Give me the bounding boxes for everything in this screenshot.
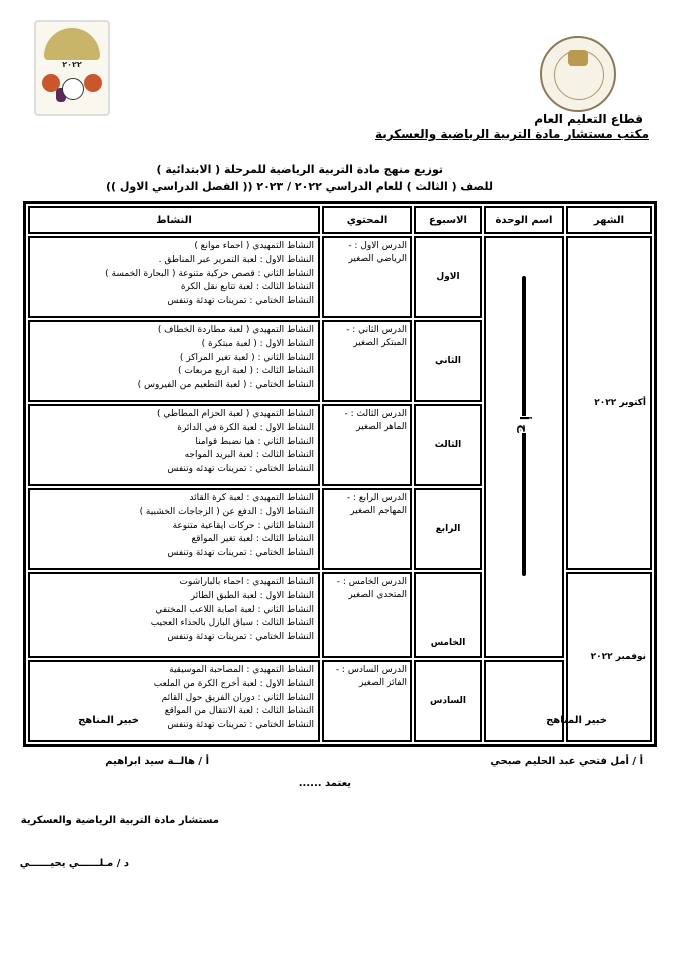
content-cell — [322, 404, 412, 486]
activity-line: النشاط الختامي : تمرينات تهدئة وتنفس — [167, 548, 314, 559]
lesson-name: المهاجم الصغير — [350, 506, 407, 516]
activity-line: النشاط التمهيدي ( احماء موانع ) — [194, 241, 314, 251]
activity-line: النشاط الاول : لعبة التمرير عبر المناطق . — [158, 254, 314, 265]
activity-line: النشاط الثالث : لعبة البريد المواجه — [184, 450, 314, 461]
content-cell — [322, 572, 412, 658]
activity-line: النشاط الثاني : ( لعبة تغير المراكز ) — [179, 352, 314, 363]
lesson-number: الدرس الثالث : - — [344, 409, 407, 419]
expert-right-name: أ / أمل فتحي عبد الحليم صبحي — [490, 756, 643, 767]
activity-line: النشاط الختامي : تمرينات تهدئة وتنفس — [167, 296, 314, 307]
activity-line: النشاط الثاني : لعبة اصابة اللاعب المختفي — [155, 604, 314, 615]
lesson-number: الدرس الثاني : - — [346, 325, 407, 335]
lesson-number: الدرس السادس : - — [335, 665, 407, 675]
unit-cell-empty — [484, 660, 564, 742]
content-cell — [322, 236, 412, 318]
header-activity: النشاط — [28, 206, 320, 234]
approval-label: يعتمد ...... — [298, 778, 351, 789]
ministry-logo — [540, 36, 616, 112]
content-cell — [322, 488, 412, 570]
header-week: الاسبوع — [414, 206, 482, 234]
lesson-name: المبتكر الصغير — [353, 338, 407, 348]
sports-logo — [34, 20, 110, 116]
header-content: المحتوي — [322, 206, 412, 234]
unit-label: ج أ — [517, 416, 531, 433]
content-cell — [322, 320, 412, 402]
week-cell: الثاني — [414, 320, 482, 402]
lesson-name: الرياضي الصغير — [348, 254, 407, 264]
table-row — [28, 236, 652, 318]
activity-line: النشاط الاول : لعبة الطبق الطائر — [190, 590, 314, 601]
crest-icon — [44, 28, 100, 60]
document-title: توزيع منهج مادة التربية الرياضية للمرحلة ( الابتدائية ) — [156, 163, 443, 176]
week-cell: الخامس — [414, 572, 482, 658]
activity-line: النشاط الاول : لعبة أخرج الكرة من الملعب — [153, 678, 314, 689]
activity-line: النشاط التمهيدي : لعبة كرة القائد — [189, 493, 314, 503]
sector-heading: قطاع التعليم العام — [534, 112, 643, 126]
activity-line: النشاط التمهيدي : المصاحبة الموسيقية — [169, 665, 314, 675]
eagle-icon — [568, 50, 588, 66]
week-cell: الثالث — [414, 404, 482, 486]
advisor-title: مستشار مادة التربية الرياضية والعسكرية — [20, 815, 219, 826]
curriculum-table — [23, 201, 657, 747]
lesson-name: الماهر الصغير — [356, 422, 407, 432]
activity-line: النشاط الثالث : سباق البازل بالحذاء العجيب — [150, 618, 314, 629]
activity-line: النشاط التمهيدي ( لعبة الحزام المطاطي ) — [157, 409, 314, 419]
activity-line: النشاط الثالث : لعبة تغير المواقع — [191, 534, 314, 545]
header-month: الشهر — [566, 206, 652, 234]
activity-cell — [28, 488, 320, 570]
month-cell: أكتوبر ٢٠٢٢ — [566, 236, 652, 570]
lesson-number: الدرس الرابع : - — [346, 493, 407, 503]
lesson-number: الدرس الخامس : - — [336, 577, 407, 587]
lesson-number: الدرس الاول : - — [348, 241, 407, 251]
activity-cell — [28, 320, 320, 402]
lesson-name: المتحدي الصغير — [348, 590, 407, 600]
activity-line: النشاط الاول : الدفع عن ( الزجاجات الخشبية ) — [139, 506, 314, 517]
activity-line: النشاط الثاني : حركات ايقاعية متنوعة — [172, 520, 314, 531]
lesson-name: الفائز الصغير — [359, 678, 407, 688]
expert-left-title: خبير المناهج — [78, 715, 139, 726]
expert-left-name: أ / هالــة سيد ابراهيم — [105, 756, 209, 767]
activity-line: النشاط الاول : ( لعبة مبتكرة ) — [201, 338, 314, 349]
activity-line: النشاط الثاني : هيا نضبط قوامنا — [195, 436, 314, 447]
basketball-icon — [84, 74, 102, 92]
week-cell: السادس — [414, 660, 482, 742]
activity-line: النشاط الختامي : تمرينات تهدئة وتنفس — [167, 632, 314, 643]
activity-cell — [28, 404, 320, 486]
table-row — [28, 660, 652, 742]
month-cell: نوفمبر ٢٠٢٢ — [566, 572, 652, 742]
office-heading: مكتب مستشار مادة التربية الرياضية والعسكرية — [374, 127, 649, 141]
activity-line: النشاط الختامي : تمرينات تهدئه وتنفس — [167, 464, 314, 475]
activity-cell — [28, 236, 320, 318]
expert-right-title: خبير المناهج — [546, 715, 607, 726]
activity-line: النشاط الختامي : ( لعبة التطعيم من الفيروس ) — [137, 380, 314, 391]
activity-line: النشاط الاول : لعبة الكرة في الدائرة — [177, 422, 314, 433]
activity-line: النشاط الثالث : ( لعبة اربع مربعات ) — [177, 366, 314, 377]
activity-line: النشاط الختامي : تمرينات تهدئة وتنفس — [167, 720, 314, 731]
activity-line: النشاط الثاني : قصص حركية متنوعة ( البحارة الخمسة ) — [105, 268, 314, 279]
activity-cell — [28, 572, 320, 658]
document-subtitle: للصف ( الثالث ) للعام الدراسي ٢٠٢٢ / ٢٠٢٣ (( الفصل الدراسي الاول )) — [105, 180, 493, 193]
football-icon — [62, 78, 84, 100]
logo-text: ٢٠٢٢ — [62, 60, 82, 69]
week-cell: الرابع — [414, 488, 482, 570]
table-header-row — [28, 206, 652, 234]
activity-line: النشاط الثالث : لعبة الانتقال من المواقع — [164, 706, 314, 717]
activity-line: النشاط الثاني : دوران الفريق حول القائم — [161, 692, 314, 703]
activity-line: النشاط التمهيدي ( لعبة مطاردة الخطاف ) — [157, 325, 314, 335]
activity-line: النشاط التمهيدي : احماء بالباراشوت — [179, 577, 314, 587]
activity-cell — [28, 660, 320, 742]
week-cell: الاول — [414, 236, 482, 318]
activity-line: النشاط الثالث : لعبة تتابع نقل الكرة — [180, 282, 314, 293]
content-cell — [322, 660, 412, 742]
header-unit: اسم الوحدة — [484, 206, 564, 234]
advisor-name: د / مـلــــــي يحيــــــي — [19, 858, 129, 869]
unit-cell — [484, 236, 564, 658]
